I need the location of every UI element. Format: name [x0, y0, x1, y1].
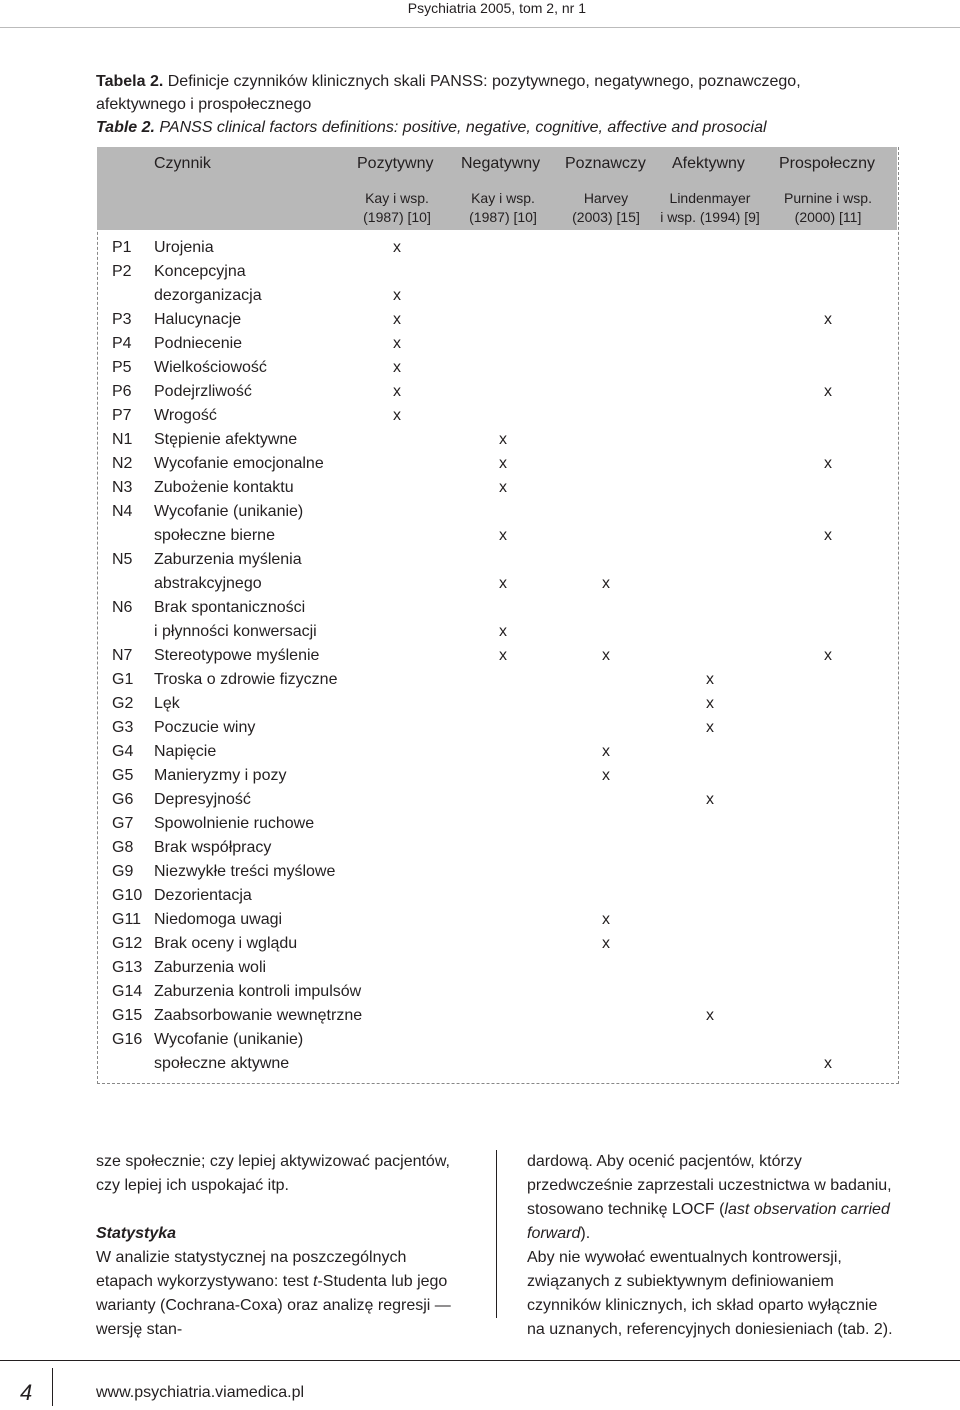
row-name: abstrakcyjnego — [154, 575, 262, 592]
row-mark: x — [706, 1007, 714, 1024]
row-mark: x — [499, 575, 507, 592]
row-code: P7 — [112, 407, 132, 424]
row-name: Spowolnienie ruchowe — [154, 815, 315, 832]
right-paragraph-1 — [527, 1150, 897, 1246]
row-mark: x — [393, 239, 401, 256]
header-reference-1 — [443, 189, 563, 227]
row-name: Brak oceny i wglądu — [154, 935, 298, 952]
header-column-3: Afektywny — [672, 155, 745, 172]
table-row — [0, 308, 960, 332]
body-left-column — [96, 1150, 466, 1342]
header-column-4: Prospołeczny — [779, 155, 876, 172]
table-row — [0, 476, 960, 500]
row-name: Wrogość — [154, 407, 217, 424]
row-code: P6 — [112, 383, 132, 400]
caption-pl-label: Tabela 2. — [96, 73, 164, 90]
right-p1-italic: last observation carried forward — [527, 1201, 890, 1242]
right-paragraph-2: Aby nie wywołać ewentualnych kontrowersji, związanych z subiektywnym definiowaniem czynników klinicznych, ich skład oparto wyłącznie na uznanych, referencyjnych doniesieniach (tab. 2). — [527, 1249, 893, 1338]
table-row — [0, 692, 960, 716]
header-reference-line2: i wsp. (1994) [9] — [660, 209, 760, 225]
row-name: Stępienie afektywne — [154, 431, 298, 448]
header-reference-4 — [768, 189, 888, 227]
row-code: P1 — [112, 239, 132, 256]
header-reference-0 — [337, 189, 457, 227]
header-column-2: Poznawczy — [565, 155, 646, 172]
row-name: Zaburzenia kontroli impulsów — [154, 983, 362, 1000]
row-name: i płynności konwersacji — [154, 623, 317, 640]
header-reference-line2: (2000) [11] — [794, 209, 862, 225]
table-row — [0, 644, 960, 668]
table-row — [0, 908, 960, 932]
header-reference-line1: Purnine i wsp. — [784, 190, 872, 206]
row-code: P2 — [112, 263, 132, 280]
row-mark: x — [824, 383, 832, 400]
table-row — [0, 260, 960, 308]
row-code: G4 — [112, 743, 134, 760]
table-row — [0, 428, 960, 452]
row-name: Dezorientacja — [154, 887, 252, 904]
row-mark: x — [824, 527, 832, 544]
stat-text-a: W analizie statystycznej na poszczególnych etapach wykorzystywano: test — [96, 1249, 407, 1290]
table-row — [0, 788, 960, 812]
left-intro-paragraph: sze społecznie; czy lepiej aktywizować pacjentów, czy lepiej ich uspokajać itp. — [96, 1153, 450, 1194]
header-column-0: Pozytywny — [357, 155, 434, 172]
row-name: Podniecenie — [154, 335, 243, 352]
caption-en-label: Table 2. — [96, 119, 155, 136]
row-code: G12 — [112, 935, 143, 952]
row-name: Lęk — [154, 695, 180, 712]
table-row — [0, 380, 960, 404]
table-row — [0, 980, 960, 1004]
row-name: społeczne bierne — [154, 527, 275, 544]
table-row — [0, 932, 960, 956]
row-mark: x — [393, 287, 401, 304]
row-mark: x — [499, 527, 507, 544]
row-mark: x — [499, 623, 507, 640]
table-row — [0, 740, 960, 764]
page-number: 4 — [20, 1380, 33, 1405]
stat-text-b: -Studenta lub jego warianty (Cochrana-Coxa) oraz analizę regresji — wersję stan- — [96, 1273, 451, 1338]
footer-rule — [0, 1360, 960, 1361]
caption-pl-text: Definicje czynników klinicznych skali PANSS: pozytywnego, negatywnego, poznawczego, afektywnego i prospołecznego — [96, 73, 801, 113]
table-row — [0, 956, 960, 980]
header-reference-line1: Harvey — [583, 190, 629, 206]
row-code: G13 — [112, 959, 143, 976]
row-name: Wycofanie emocjonalne — [154, 455, 324, 472]
stat-text-t: t — [312, 1273, 318, 1290]
row-name: Koncepcyjna — [154, 263, 246, 280]
row-mark: x — [706, 719, 714, 736]
row-code: G14 — [112, 983, 143, 1000]
row-code: N1 — [112, 431, 133, 448]
row-code: G7 — [112, 815, 134, 832]
row-name: Urojenia — [154, 239, 214, 256]
row-name: Zaburzenia myślenia — [154, 551, 302, 568]
row-mark: x — [824, 1055, 832, 1072]
header-reference-line2: (2003) [15] — [572, 209, 640, 225]
header-reference-line1: Kay i wsp. — [471, 190, 535, 206]
table-row — [0, 836, 960, 860]
row-mark: x — [706, 671, 714, 688]
row-code: G5 — [112, 767, 134, 784]
row-mark: x — [602, 575, 610, 592]
row-code: G9 — [112, 863, 134, 880]
table-row — [0, 716, 960, 740]
table-row — [0, 548, 960, 596]
row-mark: x — [393, 383, 401, 400]
table-row — [0, 668, 960, 692]
row-code: G8 — [112, 839, 134, 856]
row-name: Brak współpracy — [154, 839, 272, 856]
row-mark: x — [602, 911, 610, 928]
table-row — [0, 404, 960, 428]
header-reference-line2: (1987) [10] — [469, 209, 537, 225]
row-code: N3 — [112, 479, 133, 496]
table-row — [0, 1004, 960, 1028]
row-name: Zubożenie kontaktu — [154, 479, 294, 496]
row-code: G1 — [112, 671, 134, 688]
row-code: G16 — [112, 1031, 143, 1048]
header-reference-3 — [650, 189, 770, 227]
table-row — [0, 500, 960, 548]
row-name: dezorganizacja — [154, 287, 262, 304]
row-mark: x — [499, 431, 507, 448]
table-row — [0, 764, 960, 788]
row-code: N7 — [112, 647, 133, 664]
row-name: Manieryzmy i pozy — [154, 767, 287, 784]
caption-en-text: PANSS clinical factors definitions: positive, negative, cognitive, affective and prosocial — [154, 119, 767, 136]
row-mark: x — [602, 647, 610, 664]
row-name: Wycofanie (unikanie) — [154, 1031, 304, 1048]
table-row — [0, 236, 960, 260]
row-mark: x — [499, 647, 507, 664]
row-name: Niedomoga uwagi — [154, 911, 283, 928]
row-mark: x — [706, 695, 714, 712]
stat-paragraph — [96, 1246, 466, 1342]
row-name: Napięcie — [154, 743, 217, 760]
row-mark: x — [824, 647, 832, 664]
row-mark: x — [706, 791, 714, 808]
row-name: Zaabsorbowanie wewnętrzne — [154, 1007, 363, 1024]
row-mark: x — [824, 455, 832, 472]
running-head: Psychiatria 2005, tom 2, nr 1 — [407, 0, 586, 16]
table-row — [0, 812, 960, 836]
row-code: G3 — [112, 719, 134, 736]
table-row — [0, 452, 960, 476]
caption-pl — [96, 70, 876, 116]
row-code: P5 — [112, 359, 132, 376]
row-code: G2 — [112, 695, 134, 712]
row-name: Brak spontaniczności — [154, 599, 306, 616]
row-name: Wycofanie (unikanie) — [154, 503, 304, 520]
table-row — [0, 884, 960, 908]
row-name: Wielkościowość — [154, 359, 267, 376]
section-heading-statystyka: Statystyka — [96, 1225, 177, 1242]
top-rule — [0, 27, 960, 28]
row-code: G6 — [112, 791, 134, 808]
row-name: Troska o zdrowie fizyczne — [154, 671, 338, 688]
row-mark: x — [393, 311, 401, 328]
row-mark: x — [602, 767, 610, 784]
table-row — [0, 356, 960, 380]
header-reference-line2: (1987) [10] — [363, 209, 431, 225]
row-name: Poczucie winy — [154, 719, 256, 736]
footer-url[interactable]: www.psychiatria.viamedica.pl — [96, 1384, 305, 1401]
row-code: N4 — [112, 503, 133, 520]
header-reference-2 — [546, 189, 666, 227]
row-code: G11 — [112, 911, 142, 928]
right-p1-text-b: ). — [580, 1225, 591, 1242]
row-mark: x — [499, 479, 507, 496]
row-mark: x — [499, 455, 507, 472]
row-mark: x — [393, 335, 401, 352]
row-code: P3 — [112, 311, 132, 328]
row-mark: x — [602, 743, 610, 760]
row-name: Depresyjność — [154, 791, 251, 808]
row-code: N5 — [112, 551, 133, 568]
table-row — [0, 332, 960, 356]
row-mark: x — [824, 311, 832, 328]
body-right-column — [527, 1150, 897, 1342]
row-name: Zaburzenia woli — [154, 959, 267, 976]
caption-en — [96, 116, 876, 139]
row-name: Niezwykłe treści myślowe — [154, 863, 336, 880]
row-mark: x — [393, 359, 401, 376]
footer-divider — [52, 1368, 53, 1406]
header-factor: Czynnik — [154, 155, 211, 172]
row-name: społeczne aktywne — [154, 1055, 290, 1072]
header-reference-line1: Kay i wsp. — [365, 190, 429, 206]
header-reference-line1: Lindenmayer — [669, 190, 751, 206]
row-code: N6 — [112, 599, 133, 616]
row-code: P4 — [112, 335, 132, 352]
row-code: G10 — [112, 887, 143, 904]
row-code: N2 — [112, 455, 133, 472]
row-mark: x — [393, 407, 401, 424]
header-column-1: Negatywny — [461, 155, 541, 172]
row-name: Stereotypowe myślenie — [154, 647, 320, 664]
table-row — [0, 1028, 960, 1076]
column-divider — [496, 1150, 497, 1318]
row-name: Halucynacje — [154, 311, 242, 328]
right-p1-text-a: dardową. Aby ocenić pacjentów, którzy przedwcześnie zaprzestali uczestnictwa w badaniu, stosowano technikę LOCF ( — [527, 1153, 892, 1218]
row-mark: x — [602, 935, 610, 952]
row-code: G15 — [112, 1007, 143, 1024]
row-name: Podejrzliwość — [154, 383, 252, 400]
table-row — [0, 860, 960, 884]
table-caption — [96, 70, 876, 139]
table-row — [0, 596, 960, 644]
